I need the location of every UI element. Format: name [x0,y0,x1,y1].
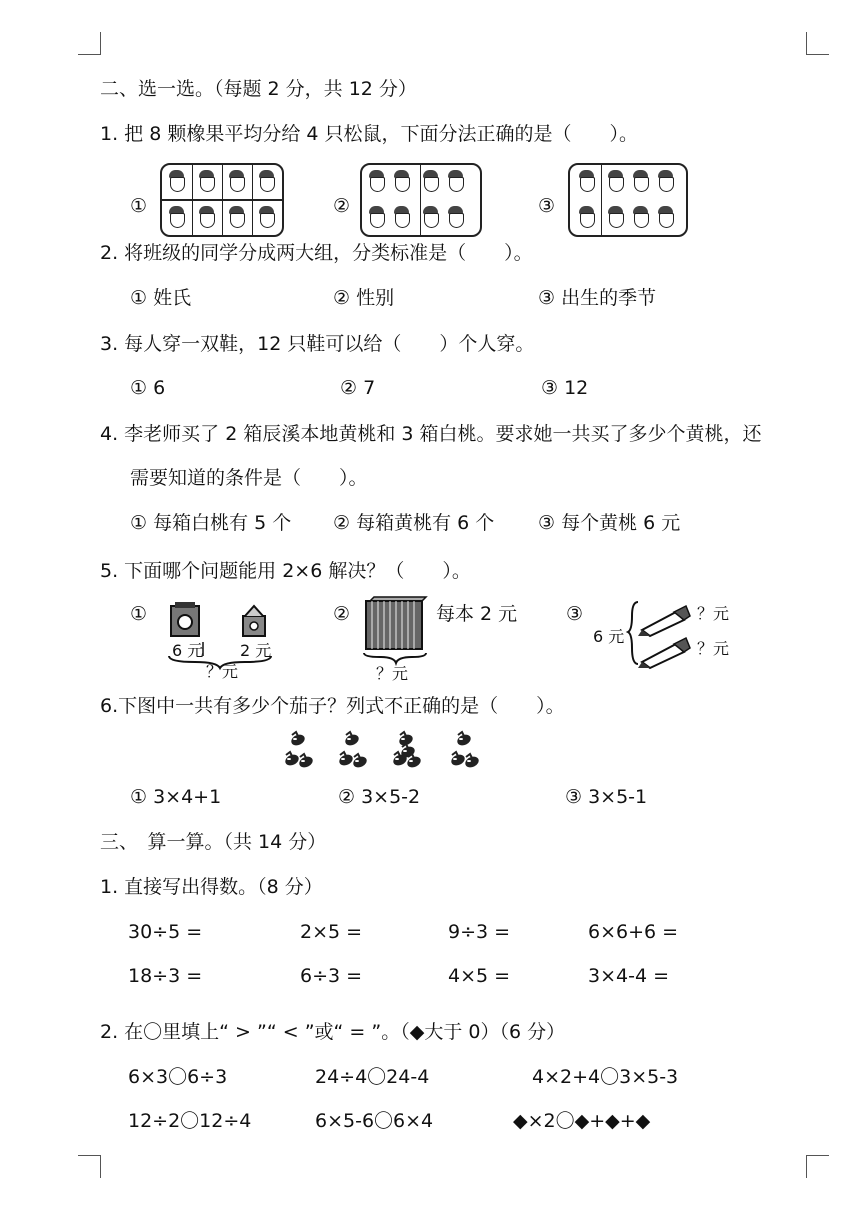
acorn-icon [422,170,439,191]
option-1-marker: ① [130,195,148,217]
calc-item: 6×6+6 = [588,921,679,943]
option-2-marker: ② [333,195,351,217]
crop-mark-bottom-left [78,1155,101,1178]
question-3: 3. 每人穿一双鞋，12 只鞋可以给（ ）个人穿。 [100,333,535,355]
bag-large-icon [171,602,199,636]
acorn-icon [168,206,185,227]
crop-mark-top-left [78,32,101,55]
compare-item: 12÷2〇12÷4 [128,1110,252,1132]
acorn-icon [368,206,385,227]
acorn-icon [368,170,385,191]
calc-item: 3×4-4 = [588,965,670,987]
question-1: 1. 把 8 颗橡果平均分给 4 只松鼠，下面分法正确的是（ ）。 [100,123,639,145]
q3-option-1: ① 6 [130,377,166,399]
eggplant-group-1 [284,732,315,769]
compare-item: 4×2+4〇3×5-3 [532,1066,679,1088]
question-6: 6.下图中一共有多少个茄子？列式不正确的是（ ）。 [100,695,565,717]
calc-item: 2×5 = [300,921,363,943]
question-5: 5. 下面哪个问题能用 2×6 解决？（ ）。 [100,560,471,582]
compare-item: 24÷4〇24-4 [315,1066,430,1088]
pens-illustration [628,598,698,670]
q5-option-1-marker: ① [130,603,148,625]
books-total-question: ？元 [376,664,409,683]
acorn-icon [578,206,595,227]
book-unit-price: 每本 2 元 [436,603,518,625]
pen-icon-bottom [638,638,690,668]
acorn-icon [447,206,464,227]
pen-1-question: ？元 [697,604,730,623]
q2-option-1: ① 姓氏 [130,287,192,309]
pens-total-price: 6 元 [593,627,625,646]
eggplant-group-3 [392,732,423,769]
pen-2-question: ？元 [697,639,730,658]
q3-option-3: ③ 12 [541,377,589,399]
compare-item: 6×3〇6÷3 [128,1066,228,1088]
section-heading: 二、选一选。（每题 2 分，共 12 分） [100,78,417,100]
bags-total-question: ？元 [206,662,239,681]
acorn-icon [198,170,215,191]
q3-option-2: ② 7 [340,377,376,399]
calc-item: 9÷3 = [448,921,511,943]
books-stack-icon [360,595,432,665]
eggplant-group-2 [338,732,369,769]
acorn-icon [393,206,410,227]
calc-item: 4×5 = [448,965,511,987]
q4-option-3: ③ 每个黄桃 6 元 [538,512,681,534]
acorn-icon [422,206,439,227]
calc-item: 30÷5 = [128,921,203,943]
compare-item: 6×5-6〇6×4 [315,1110,434,1132]
crop-mark-top-right [806,32,829,55]
calc-item: 18÷3 = [128,965,203,987]
bag-2-price: 2 元 [240,641,272,660]
eggplant-group-4 [450,732,481,769]
acorn-box-3 [568,163,688,237]
acorn-icon [168,170,185,191]
compare-item: ◆×2〇◆+◆+◆ [513,1110,651,1132]
acorn-icon [228,206,245,227]
acorn-icon [607,170,624,191]
q4-option-1: ① 每箱白桃有 5 个 [130,512,292,534]
acorn-icon [657,206,674,227]
eggplants-illustration [280,730,500,780]
acorn-icon [228,170,245,191]
q5-option-2-marker: ② [333,603,351,625]
crop-mark-bottom-right [806,1155,829,1178]
q6-option-1: ① 3×4+1 [130,786,222,808]
question-2: 2. 将班级的同学分成两大组，分类标准是（ ）。 [100,242,533,264]
section-3-heading: 三、 算一算。（共 14 分） [100,831,327,853]
q2-option-2: ② 性别 [333,287,395,309]
pen-icon-top [638,606,690,636]
calc-item: 6÷3 = [300,965,363,987]
acorn-icon [258,170,275,191]
section-3-question-1: 1. 直接写出得数。（8 分） [100,876,323,898]
acorn-icon [632,206,649,227]
acorn-icon [578,170,595,191]
q6-option-2: ② 3×5-2 [338,786,421,808]
acorn-icon [258,206,275,227]
q4-option-2: ② 每箱黄桃有 6 个 [333,512,495,534]
bag-1-price: 6 元 [172,641,204,660]
question-4-line-2: 需要知道的条件是（ ）。 [130,467,368,489]
bag-small-icon [243,606,265,636]
q6-option-3: ③ 3×5-1 [565,786,648,808]
acorn-box-2 [360,163,482,237]
section-3-question-2: 2. 在〇里填上“ > ”“ < ”或“ = ”。（◆大于 0）（6 分） [100,1021,566,1043]
acorn-box-1 [160,163,284,237]
acorn-icon [447,170,464,191]
q5-option-3-marker: ③ [566,603,584,625]
q2-option-3: ③ 出生的季节 [538,287,657,309]
question-4-line-1: 4. 李老师买了 2 箱辰溪本地黄桃和 3 箱白桃。要求她一共买了多少个黄桃，还 [100,423,762,445]
acorn-icon [657,170,674,191]
acorn-icon [198,206,215,227]
acorn-icon [393,170,410,191]
option-3-marker: ③ [538,195,556,217]
acorn-icon [607,206,624,227]
acorn-icon [632,170,649,191]
